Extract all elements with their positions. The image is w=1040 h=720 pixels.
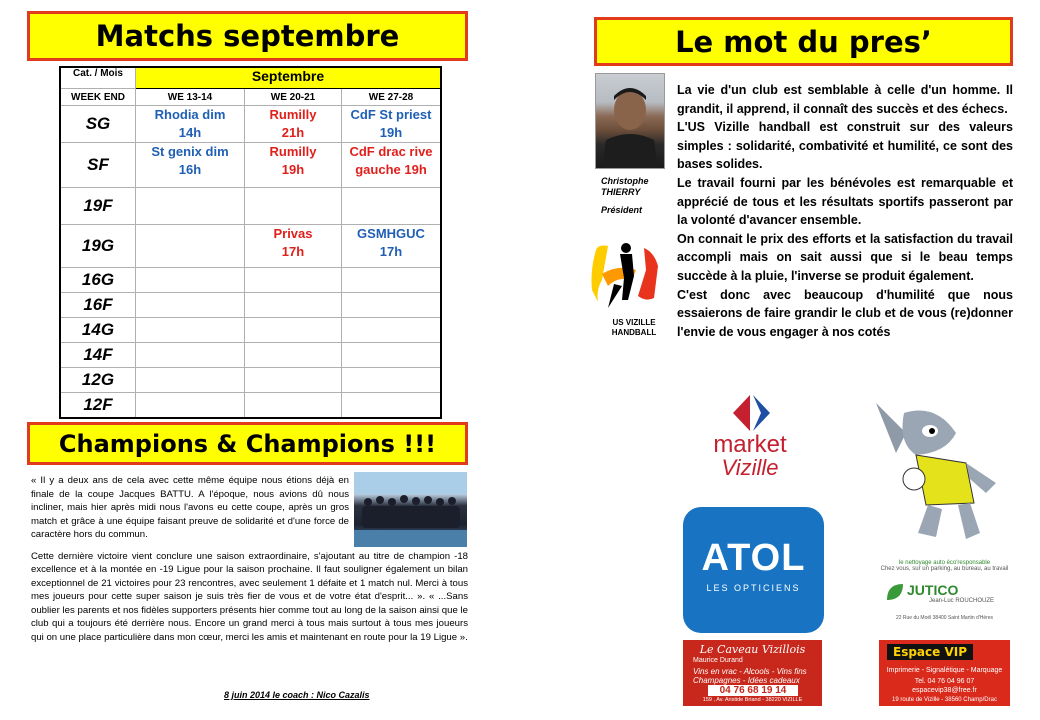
president-paragraph: On connait le prix des efforts et la satisfaction du travail accompli mais on sait aussi que si le beau temps succède à la pluie, l'inverse se produit également. (677, 231, 1013, 283)
banner-mot-du-pres: Le mot du pres’ (594, 17, 1013, 66)
article-signature: 8 juin 2014 le coach : Nico Cazalis (224, 690, 370, 700)
caveau-vizillois-ad (683, 640, 822, 706)
schedule-row (60, 268, 441, 293)
market-city: Vizille (721, 455, 779, 480)
match-cell (342, 225, 442, 268)
match-cell (342, 293, 442, 318)
match-cell (136, 143, 245, 188)
match-cell (136, 343, 245, 368)
match-opponent: CdF drac rive (349, 144, 433, 159)
espace-address: 19 route de Vizille - 38560 Champ/Drac (892, 697, 997, 703)
president-paragraph: C'est donc avec beaucoup d'humilité que nous essaierons de faire grandir le club et de vous (re)donner l'envie de vous engager à nos cotés (677, 287, 1013, 339)
category-cell: 19G (60, 225, 136, 268)
category-cell: 16F (60, 293, 136, 318)
match-opponent: St genix dim (151, 144, 229, 159)
jutico-leaf-icon (883, 580, 907, 604)
match-cell (342, 368, 442, 393)
match-cell (245, 106, 342, 143)
match-cell (245, 318, 342, 343)
president-paragraph: L'US Vizille handball est construit sur des valeurs simples : solidarité, combativité et humilité, ce sont des bases solides. (677, 120, 1013, 172)
match-time: 21h (281, 125, 305, 140)
espace-services: Imprimerie - Signalétique - Marquage (886, 667, 1003, 674)
president-photo (595, 73, 665, 169)
president-name (601, 176, 649, 198)
category-cell: 19F (60, 188, 136, 225)
match-time: 16h (178, 162, 202, 177)
banner-matchs-septembre: Matchs septembre (27, 11, 468, 61)
match-time: 19h (281, 162, 305, 177)
schedule-row (60, 106, 441, 143)
schedule-table (59, 66, 442, 419)
match-opponent: Rumilly (269, 144, 317, 159)
match-cell (245, 343, 342, 368)
cat-mois-header: Cat. / Mois (60, 67, 136, 89)
match-cell (342, 393, 442, 419)
champions-article (31, 474, 468, 652)
president-message (677, 81, 1013, 341)
match-cell (136, 318, 245, 343)
match-opponent: GSMHGUC (357, 226, 425, 241)
club-label-sport: HANDBALL (611, 328, 657, 337)
category-cell: SF (60, 143, 136, 188)
category-cell: 12G (60, 368, 136, 393)
match-cell (342, 188, 442, 225)
match-cell (245, 143, 342, 188)
caveau-products-2: Champagnes - Idées cadeaux (693, 676, 800, 685)
champions-paragraph-1: « Il y a deux ans de cela avec cette même équipe nous étions déjà en finale de la coupe Jacques BATTU. A l'époque, nous avions dû nous incliner, mais hier après midi nous l'avons eu cette coupe, après un gros match et grâce à une équipe faisant preuve de solidarité et d'une force de caractère hors du commun. (31, 475, 349, 540)
match-cell (342, 106, 442, 143)
jutico-address: 22 Rue du Moël 38400 Saint Martin d'Hères (895, 615, 994, 621)
atol-tagline: LES OPTICIENS (706, 583, 801, 593)
match-time: 17h (281, 244, 305, 259)
weekend-col-1: WE 13-14 (136, 89, 245, 106)
weekend-col-2: WE 20-21 (245, 89, 342, 106)
espace-vip-name: Espace VIP (887, 644, 973, 660)
match-cell (136, 393, 245, 419)
month-header: Septembre (136, 67, 442, 89)
president-first-name: Christophe (601, 176, 649, 186)
category-cell: 14F (60, 343, 136, 368)
weekend-header: WEEK END (60, 89, 136, 106)
jutico-owner: Jean-Luc ROUCHOUZE (929, 598, 995, 604)
market-word: market (713, 431, 787, 458)
schedule-row (60, 393, 441, 419)
match-cell (136, 293, 245, 318)
match-cell (245, 188, 342, 225)
match-opponent: Rhodia dim (154, 107, 226, 122)
schedule-row (60, 143, 441, 188)
atol-opticiens-logo (683, 507, 824, 633)
match-cell (342, 318, 442, 343)
caveau-owner: Maurice Durand (693, 657, 743, 664)
weekend-col-3: WE 27-28 (342, 89, 442, 106)
schedule-row (60, 318, 441, 343)
match-cell (342, 343, 442, 368)
club-label (600, 318, 668, 338)
match-cell (136, 188, 245, 225)
caveau-address: 159 , Av. Aristide Briand - 38220 VIZILLE (702, 697, 803, 703)
match-cell (136, 268, 245, 293)
match-cell (342, 143, 442, 188)
match-cell (245, 368, 342, 393)
champions-paragraph-2: Cette dernière victoire vient conclure une saison extraordinaire, s'ajoutant au titre de champion -18 excellence et à la montée en -19 Ligue pour la saison prochaine. Il faut souligner également un bilan exceptionnel de 21 victoires pour 23 rencontres, avec seulement 1 défaite et 1 match nul. Merci à tous mes joueurs pour cette super saison je suis très fier de vous et de votre état d'esprit... ». « ...Sans oublier les parents et nos fidèles supporters présents hier comme tout au long de la saison ainsi que le club qui a toujours été derrière nous. Encore un grand merci à tous mais surtout à tous mes joueurs qui on une place particulière dans mon cœur, merci les amis et maintenant en route pour la 19 Ligue ». (31, 550, 468, 643)
match-opponent: Privas (273, 226, 313, 241)
schedule-row (60, 343, 441, 368)
match-time: 17h (379, 244, 403, 259)
match-cell (245, 293, 342, 318)
match-time: 19h (379, 125, 403, 140)
banner-champions: Champions & Champions !!! (27, 422, 468, 465)
category-cell: SG (60, 106, 136, 143)
match-opponent: Rumilly (269, 107, 317, 122)
caveau-products-1: Vins en vrac - Alcools - Vins fins (693, 667, 807, 676)
president-role: Président (601, 205, 643, 215)
caveau-phone: 04 76 68 19 14 (708, 685, 798, 696)
schedule-row (60, 225, 441, 268)
espace-phone: Tel. 04 76 04 96 07 (914, 678, 975, 685)
match-cell (342, 268, 442, 293)
match-cell (245, 393, 342, 419)
match-cell (245, 225, 342, 268)
atol-word: ATOL (701, 537, 806, 579)
match-cell (136, 106, 245, 143)
match-cell (245, 268, 342, 293)
jutico-subtagline: Chez vous, sur un parking, au bureau, au travail (880, 566, 1009, 572)
schedule-row (60, 293, 441, 318)
jutico-ad (879, 560, 1010, 624)
president-last-name: THIERRY (601, 187, 641, 197)
president-paragraph: Le travail fourni par les bénévoles est remarquable et apprécié de tous et les résultats sportifs passeront par la volonté d'avancer ensemble. (677, 175, 1013, 228)
match-cell (136, 368, 245, 393)
wolf-mascot-image (846, 393, 1005, 549)
category-cell: 14G (60, 318, 136, 343)
jutico-tagline: le nettoyage auto éco'responsable (898, 560, 991, 566)
match-opponent: CdF St priest (350, 107, 432, 122)
category-cell: 16G (60, 268, 136, 293)
schedule-row (60, 188, 441, 225)
schedule-row (60, 368, 441, 393)
match-cell (136, 225, 245, 268)
president-paragraph: La vie d'un club est semblable à celle d'un homme. Il grandit, il apprend, il connaît des succès et des échecs. (677, 83, 1013, 116)
carrefour-market-logo (705, 393, 795, 478)
category-cell: 12F (60, 393, 136, 419)
espace-vip-ad (879, 640, 1010, 706)
espace-email: espacevip38@free.fr (912, 687, 977, 694)
club-label-name: US VIZILLE (612, 318, 656, 327)
caveau-name: Le Caveau Vizillois (699, 643, 806, 656)
match-time: 14h (178, 125, 202, 140)
jutico-name: JUTICO (907, 582, 959, 598)
match-time: gauche 19h (355, 162, 427, 177)
